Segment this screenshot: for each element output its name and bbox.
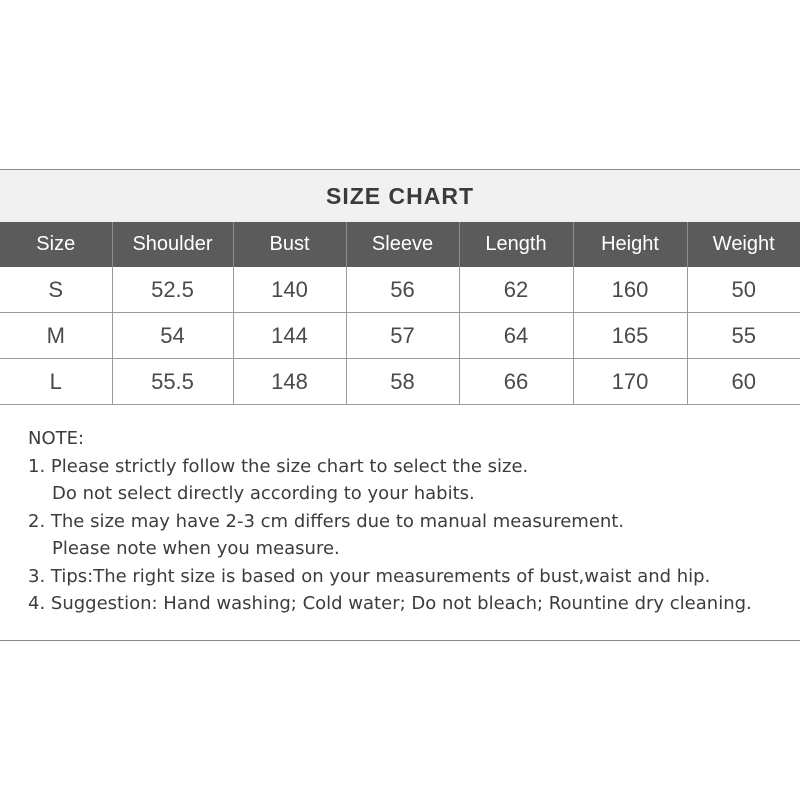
table-row — [0, 359, 800, 405]
header-shoulder: Shoulder — [112, 222, 233, 267]
cell-bust: 144 — [233, 313, 346, 359]
cell-weight: 50 — [687, 267, 800, 313]
cell-length: 62 — [459, 267, 573, 313]
header-weight: Weight — [687, 222, 800, 267]
note-line: Please note when you measure. — [52, 538, 340, 559]
cell-size: S — [0, 267, 112, 313]
cell-shoulder: 52.5 — [112, 267, 233, 313]
note-line: 1. Please strictly follow the size chart to select the size. — [28, 455, 529, 477]
cell-bust: 148 — [233, 359, 346, 405]
header-length: Length — [459, 222, 573, 267]
cell-shoulder: 54 — [112, 313, 233, 359]
table-header-row — [0, 222, 800, 267]
note-line: Do not select directly according to your habits. — [52, 483, 475, 504]
header-sleeve: Sleeve — [346, 222, 459, 267]
cell-weight: 60 — [687, 359, 800, 405]
cell-bust: 140 — [233, 267, 346, 313]
header-bust: Bust — [233, 222, 346, 267]
cell-sleeve: 57 — [346, 313, 459, 359]
size-chart-card — [0, 169, 800, 641]
table-row — [0, 313, 800, 359]
note-line: 4. Suggestion: Hand washing; Cold water; Do not bleach; Rountine dry cleaning. — [28, 593, 752, 614]
notes-section — [0, 405, 800, 618]
size-table — [0, 222, 800, 405]
cell-size: M — [0, 313, 112, 359]
cell-height: 160 — [573, 267, 687, 313]
table-row — [0, 267, 800, 313]
cell-sleeve: 58 — [346, 359, 459, 405]
note-line: 2. The size may have 2-3 cm differs due to manual measurement. — [28, 510, 625, 532]
cell-height: 170 — [573, 359, 687, 405]
cell-length: 64 — [459, 313, 573, 359]
cell-shoulder: 55.5 — [112, 359, 233, 405]
note-line: 3. Tips:The right size is based on your measurements of bust,waist and hip. — [28, 565, 711, 587]
notes-heading: NOTE: — [28, 428, 85, 449]
size-chart-title: SIZE CHART — [0, 170, 800, 222]
cell-sleeve: 56 — [346, 267, 459, 313]
cell-height: 165 — [573, 313, 687, 359]
cell-weight: 55 — [687, 313, 800, 359]
cell-size: L — [0, 359, 112, 405]
header-size: Size — [0, 222, 112, 267]
cell-length: 66 — [459, 359, 573, 405]
header-height: Height — [573, 222, 687, 267]
